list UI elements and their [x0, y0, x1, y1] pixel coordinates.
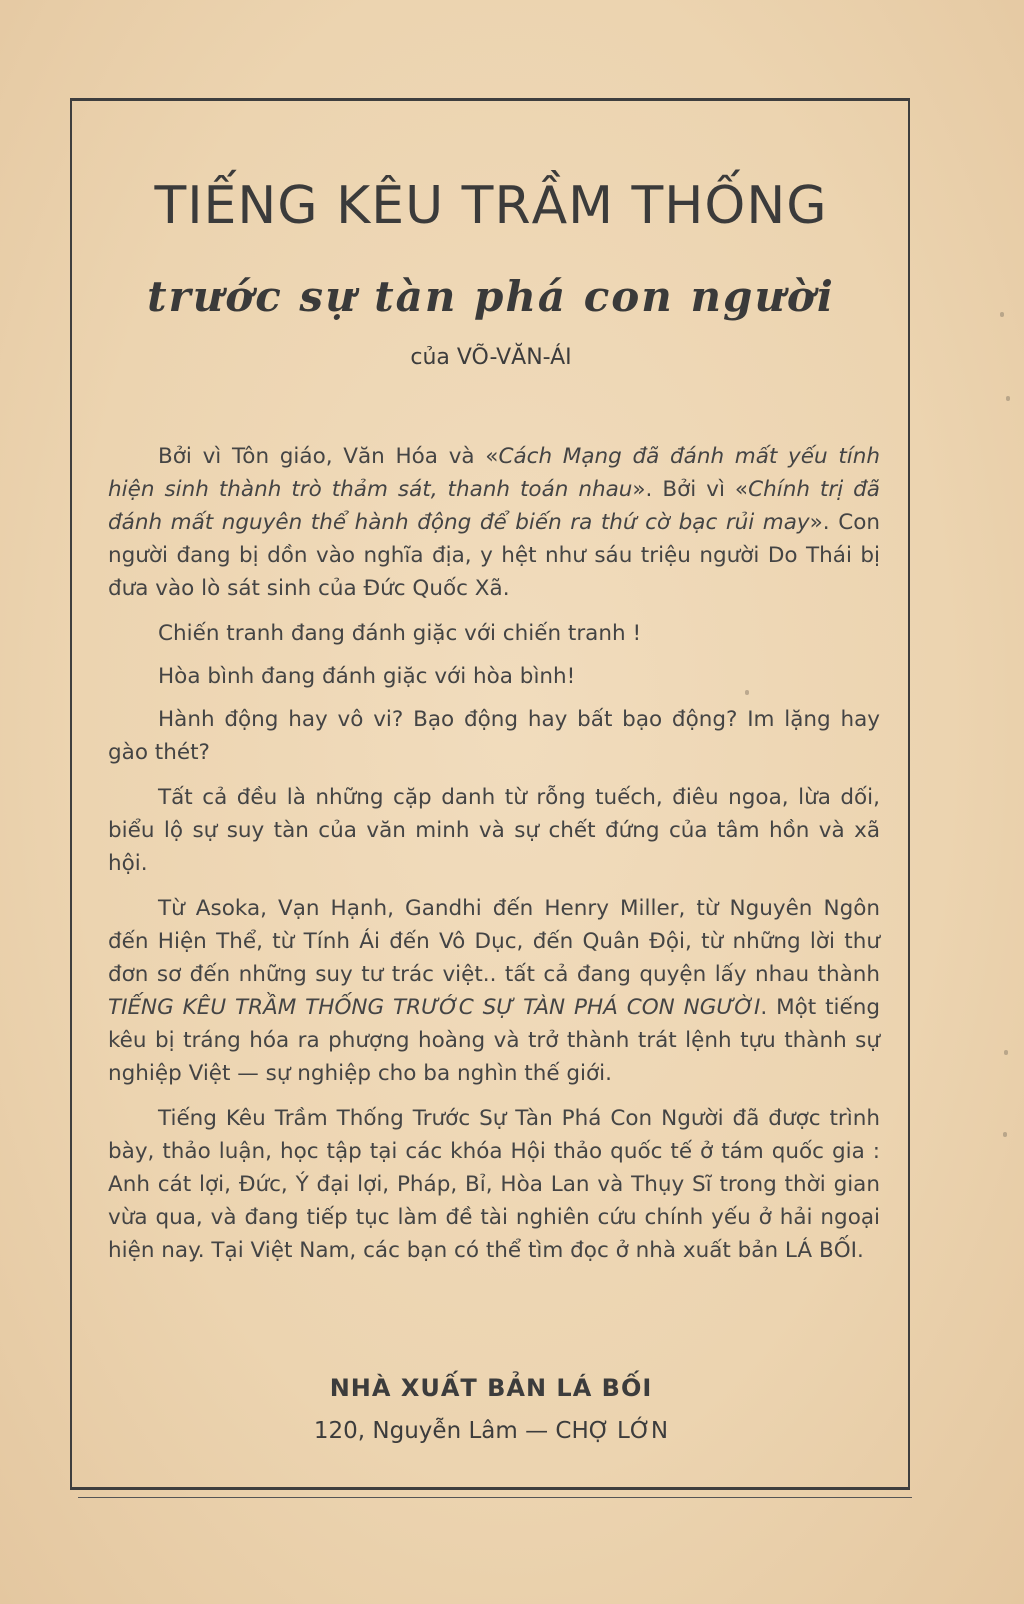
paragraph-3: Hòa bình đang đánh giặc với hòa bình! — [158, 664, 576, 689]
paper-speck — [1003, 1132, 1007, 1137]
author-line: của VÕ-VĂN-ÁI — [410, 345, 572, 370]
paper-speck — [1006, 396, 1010, 401]
page-subtitle: trước sự tàn phá con người — [147, 272, 835, 321]
body-text — [108, 440, 880, 1279]
paragraph-1: Bởi vì Tôn giáo, Văn Hóa và «Cách Mạng đã đánh mất yếu tính hiện sinh thành trò thảm sát, thanh toán nhau». Bởi vì «Chính trị đã đánh mất nguyên thể hành động để biến ra thứ cờ bạc rủi may». Con người đang bị dồn vào nghĩa địa, y hệt như sáu triệu người Do Thái bị đưa vào lò sát sinh của Đức Quốc Xã. — [108, 444, 880, 601]
paper-speck — [1000, 312, 1004, 317]
paragraph-2: Chiến tranh đang đánh giặc với chiến tranh ! — [158, 621, 642, 646]
page-title: TIẾNG KÊU TRẦM THỐNG — [154, 176, 828, 236]
paragraph-6: Từ Asoka, Vạn Hạnh, Gandhi đến Henry Miller, từ Nguyên Ngôn đến Hiện Thể, từ Tính Ái đến Vô Dục, đến Quân Đội, từ những lời thư đơn sơ đến những suy tư trác việt.. tất cả đang quyện lấy nhau thành TIẾNG KÊU TRẦM THỐNG TRƯỚC SỰ TÀN PHÁ CON NGƯỜI. Một tiếng kêu bị tráng hóa ra phượng hoàng và trở thành trát lệnh tựu thành sự nghiệp Việt — sự nghiệp cho ba nghìn thế giới. — [108, 896, 880, 1086]
paper-speck — [745, 690, 749, 695]
paragraph-5: Tất cả đều là những cặp danh từ rỗng tuếch, điêu ngoa, lừa dối, biểu lộ sự suy tàn của văn minh và sự chết đứng của tâm hồn và xã hội. — [108, 785, 880, 876]
publisher-name: NHÀ XUẤT BẢN LÁ BỐI — [329, 1374, 653, 1402]
paragraph-7: Tiếng Kêu Trầm Thống Trước Sự Tàn Phá Con Người đã được trình bày, thảo luận, học tập tại các khóa Hội thảo quốc tế ở tám quốc gia : Anh cát lợi, Đức, Ý đại lợi, Pháp, Bỉ, Hòa Lan và Thụy Sĩ trong thời gian vừa qua, và đang tiếp tục làm đề tài nghiên cứu chính yếu ở hải ngoại hiện nay. Tại Việt Nam, các bạn có thể tìm đọc ở nhà xuất bản LÁ BỐI. — [108, 1106, 880, 1263]
publisher-address: 120, Nguyễn Lâm — CHỢ LỚN — [313, 1418, 669, 1444]
paper-speck — [1004, 1050, 1008, 1055]
paragraph-4: Hành động hay vô vi? Bạo động hay bất bạo động? Im lặng hay gào thét? — [108, 707, 880, 765]
border-rule — [78, 1497, 912, 1498]
